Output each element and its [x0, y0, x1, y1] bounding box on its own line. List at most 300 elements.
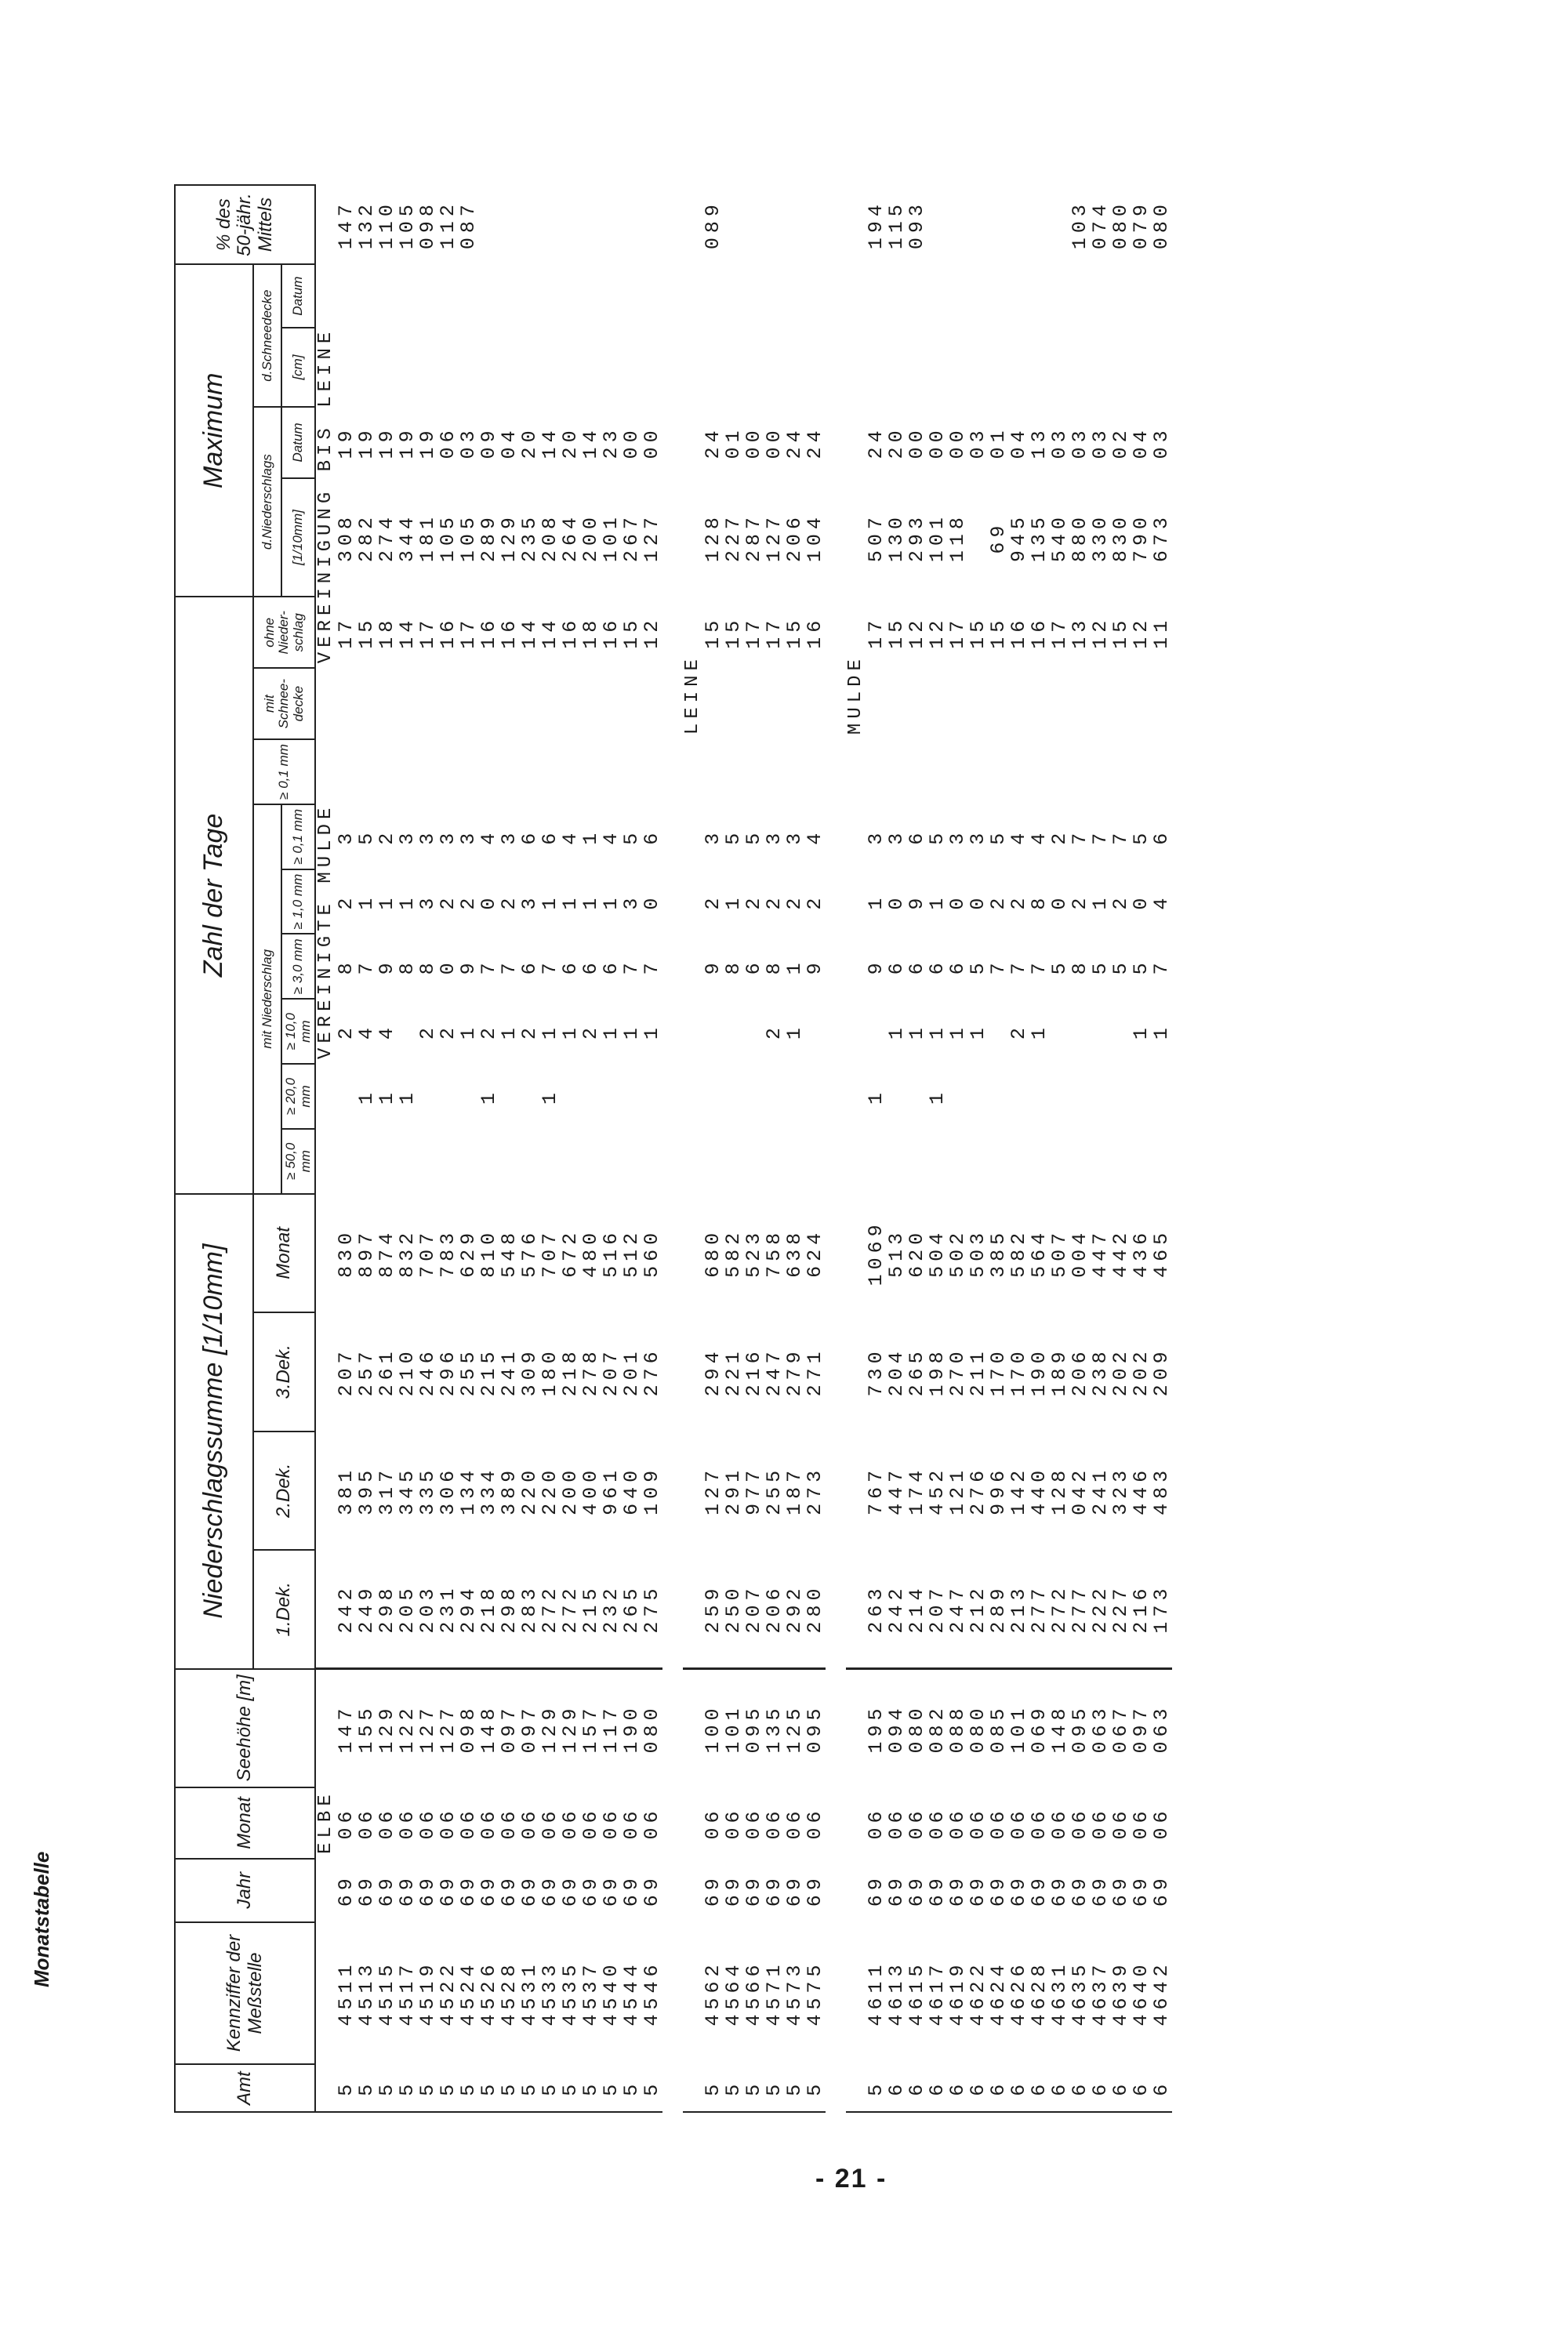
table-cell: 127 [438, 1669, 459, 1787]
table-cell: 088 [948, 1669, 968, 1787]
table-cell: 7 [1007, 958, 1031, 975]
table-cell: 101 [1009, 1669, 1029, 1787]
table-cell: 582 [1007, 1228, 1031, 1278]
table-cell [744, 328, 764, 407]
header-jahr: Jahr [175, 1859, 315, 1922]
table-cell: 504 [926, 1228, 949, 1278]
table-cell [1029, 328, 1050, 407]
table-cell: 16 [600, 615, 623, 649]
table-cell [764, 1064, 785, 1129]
table-cell: 06 [396, 1806, 419, 1840]
table-cell: 174 [906, 1465, 929, 1515]
table-cell: 4 [559, 828, 583, 845]
table-cell [561, 739, 581, 804]
rotated-table-container [174, 184, 1538, 2113]
table-cell: 9 [906, 893, 929, 910]
table-cell: 127 [702, 1465, 725, 1515]
table-cell: 6 [1131, 2064, 1152, 2112]
table-cell: 004 [1069, 1228, 1092, 1278]
table-cell: 436 [1130, 1228, 1153, 1278]
table-cell: 135 [1028, 513, 1051, 563]
table-cell: 205 [396, 1584, 419, 1634]
table-cell [642, 264, 662, 328]
table-cell: 02 [1109, 426, 1133, 459]
table-cell: 507 [1048, 1228, 1072, 1278]
table-cell: 15 [987, 615, 1011, 649]
table-cell: 280 [804, 1584, 827, 1634]
table-cell: 6 [989, 2064, 1009, 2112]
table-cell: 101 [724, 1669, 744, 1787]
table-cell: 6 [539, 828, 562, 845]
table-cell: 04 [1007, 426, 1031, 459]
table-cell: 4639 [1109, 1960, 1133, 2027]
table-cell: 3 [498, 828, 521, 845]
table-cell: 202 [1130, 1347, 1153, 1397]
table-cell: 6 [887, 2064, 907, 2112]
table-cell: 3 [885, 828, 909, 845]
table-cell [1029, 264, 1050, 328]
section-label-cell [683, 2064, 703, 2112]
table-cell [438, 739, 459, 804]
table-cell [601, 264, 622, 328]
table-cell: 082 [927, 1669, 948, 1787]
table-cell [561, 264, 581, 328]
table-cell: 14 [396, 615, 419, 649]
table-cell: 063 [1091, 1669, 1111, 1787]
table-cell: 157 [581, 1669, 601, 1787]
table-cell: 282 [355, 513, 379, 563]
table-cell: 69 [376, 1874, 399, 1907]
table-cell: 4624 [987, 1960, 1011, 2027]
table-cell [1050, 739, 1070, 804]
table-cell [357, 264, 377, 328]
table-cell [989, 1064, 1009, 1129]
table-cell [1091, 1129, 1111, 1194]
table-cell [948, 1064, 968, 1129]
table-cell: 69 [457, 1874, 481, 1907]
table-cell: 317 [376, 1465, 399, 1515]
table-cell: 06 [783, 1806, 807, 1840]
table-cell: 483 [1150, 1465, 1174, 1515]
table-cell [540, 264, 561, 328]
table-cell: 69 [967, 1874, 990, 1907]
table-cell: 212 [967, 1584, 990, 1634]
table-cell [724, 264, 744, 328]
table-cell: 2 [477, 1023, 501, 1040]
table-cell: 1 [579, 828, 603, 845]
section-label-cell [846, 1064, 866, 1129]
table-cell: 6 [1050, 2064, 1070, 2112]
table-cell: 232 [600, 1584, 623, 1634]
table-cell: 125 [785, 1669, 805, 1787]
table-cell [479, 668, 499, 739]
table-cell: 23 [600, 426, 623, 459]
table-cell: 5 [785, 2064, 805, 2112]
table-cell: 080 [642, 1669, 662, 1787]
table-cell [397, 1129, 418, 1194]
section-label-cell [846, 1922, 866, 2065]
table-cell: 209 [1150, 1347, 1174, 1397]
table-cell: 4 [600, 828, 623, 845]
table-cell: 06 [967, 1806, 990, 1840]
table-cell: 135 [764, 1669, 785, 1787]
table-cell: 880 [1069, 513, 1092, 563]
table-cell: 100 [703, 1669, 724, 1787]
table-cell: 12 [926, 615, 949, 649]
table-cell: 06 [987, 1806, 1011, 1840]
table-cell: 4535 [559, 1960, 583, 2027]
table-cell: 1 [783, 958, 807, 975]
table-cell [1070, 668, 1091, 739]
table-cell: 216 [1130, 1584, 1153, 1634]
table-cell: 810 [477, 1228, 501, 1278]
table-row [1152, 185, 1172, 2112]
section-label-cell [846, 869, 866, 934]
table-cell: 582 [722, 1228, 746, 1278]
table-cell [744, 1129, 764, 1194]
table-cell [968, 478, 989, 597]
table-cell [561, 1064, 581, 1129]
table-cell [703, 328, 724, 407]
table-cell: 306 [437, 1465, 460, 1515]
table-cell: 1 [396, 1087, 419, 1105]
table-cell: 5 [1130, 958, 1153, 975]
table-cell: 220 [518, 1465, 542, 1515]
table-cell: 830 [335, 1228, 358, 1278]
table-cell: 540 [1048, 513, 1072, 563]
table-cell: 18 [376, 615, 399, 649]
table-cell [499, 185, 520, 264]
table-cell: 2 [1069, 893, 1092, 910]
table-cell [1009, 185, 1029, 264]
table-cell [989, 668, 1009, 739]
table-cell: 1 [926, 1087, 949, 1105]
table-cell: 3 [763, 828, 786, 845]
table-cell [1070, 264, 1091, 328]
section-label-cell [315, 2064, 336, 2112]
table-cell: 7 [1028, 958, 1051, 975]
table-cell [499, 1064, 520, 1129]
section-label-row [683, 185, 703, 2112]
table-cell: 00 [926, 426, 949, 459]
table-cell [622, 328, 642, 407]
table-cell: 15 [620, 615, 644, 649]
table-cell: 129 [540, 1669, 561, 1787]
table-cell [805, 264, 826, 328]
table-cell: 446 [1130, 1465, 1153, 1515]
table-cell [927, 739, 948, 804]
section-label-cell [846, 328, 866, 407]
table-cell [1029, 1064, 1050, 1129]
table-cell: 5 [377, 2064, 397, 2112]
table-cell [581, 264, 601, 328]
table-cell [418, 668, 438, 739]
table-cell: 6 [1150, 828, 1174, 845]
table-cell [805, 1129, 826, 1194]
table-cell: 03 [1069, 426, 1092, 459]
table-cell: 241 [1089, 1465, 1112, 1515]
section-gap [662, 185, 683, 2112]
table-cell: 06 [416, 1806, 440, 1840]
table-cell [438, 328, 459, 407]
table-cell: 4519 [416, 1960, 440, 2027]
table-cell: 03 [1150, 426, 1174, 459]
section-label-row [846, 185, 866, 2112]
table-cell: 129 [377, 1669, 397, 1787]
table-cell: 03 [1089, 426, 1112, 459]
table-cell: 69 [906, 1874, 929, 1907]
table-cell: 2 [437, 893, 460, 910]
table-cell: 69 [1109, 1874, 1133, 1907]
table-cell: 2 [518, 1023, 542, 1040]
table-cell: 06 [865, 1806, 888, 1840]
table-cell: 1 [600, 893, 623, 910]
table-cell: 4522 [437, 1960, 460, 2027]
table-cell: 12 [1089, 615, 1112, 649]
table-cell: 276 [967, 1465, 990, 1515]
table-cell: 097 [1131, 1669, 1152, 1787]
table-cell: 14 [539, 426, 562, 459]
table-cell [622, 668, 642, 739]
table-cell: 095 [1070, 1669, 1091, 1787]
table-cell [1091, 1064, 1111, 1129]
table-cell [438, 264, 459, 328]
table-cell: 265 [620, 1584, 644, 1634]
table-cell [397, 668, 418, 739]
table-cell: 69 [1007, 1874, 1031, 1907]
table-cell: 13 [1069, 615, 1092, 649]
section-label-cell [683, 1064, 703, 1129]
table-cell: 194 [865, 200, 888, 250]
table-cell: 6 [927, 2064, 948, 2112]
table-cell: 255 [457, 1347, 481, 1397]
header-maximum: Maximum [175, 264, 253, 597]
table-cell [642, 739, 662, 804]
table-cell [499, 328, 520, 407]
table-cell: 128 [1048, 1465, 1072, 1515]
table-cell: 758 [763, 1228, 786, 1278]
table-cell: 4642 [1150, 1960, 1174, 2027]
table-cell [642, 1064, 662, 1129]
table-cell [1009, 264, 1029, 328]
table-row [540, 185, 561, 2112]
table-cell: 085 [989, 1669, 1009, 1787]
section-label-cell [846, 1550, 866, 1668]
table-cell: 69 [355, 1874, 379, 1907]
table-cell: 69 [1069, 1874, 1092, 1907]
table-cell: 2 [498, 893, 521, 910]
table-cell [622, 1064, 642, 1129]
table-cell: 11 [1150, 615, 1174, 649]
table-cell: 1 [946, 1023, 970, 1040]
table-cell: 4575 [804, 1960, 827, 2027]
table-cell [907, 1129, 927, 1194]
table-cell [948, 185, 968, 264]
header-schwelle-3: ≥ 3,0 mm [281, 934, 315, 999]
table-cell: 265 [906, 1347, 929, 1397]
table-cell [581, 328, 601, 407]
table-cell [459, 668, 479, 739]
table-cell: 16 [498, 615, 521, 649]
section-label-cell [846, 185, 866, 264]
table-cell: 5 [459, 2064, 479, 2112]
table-cell [601, 668, 622, 739]
table-cell [1131, 1129, 1152, 1194]
table-cell [724, 185, 744, 264]
table-cell: 4640 [1130, 1960, 1153, 2027]
table-cell [336, 739, 357, 804]
header-zahl-der-tage: Zahl der Tage [175, 597, 253, 1193]
table-cell [764, 739, 785, 804]
table-cell: 3 [702, 828, 725, 845]
section-label-cell [846, 2064, 866, 2112]
table-cell [601, 185, 622, 264]
table-cell: 12 [1130, 615, 1153, 649]
table-cell: 5 [479, 2064, 499, 2112]
table-cell [764, 328, 785, 407]
table-cell: 1 [539, 1023, 562, 1040]
table-cell: 148 [1050, 1669, 1070, 1787]
table-cell [1111, 1064, 1131, 1129]
section-label-cell [683, 804, 703, 869]
table-cell: 247 [763, 1347, 786, 1397]
table-cell: 17 [416, 615, 440, 649]
table-cell: 6 [641, 828, 664, 845]
table-cell [1091, 328, 1111, 407]
table-row [601, 185, 622, 2112]
table-cell: 0 [967, 893, 990, 910]
table-cell: 1069 [865, 1220, 888, 1286]
table-cell: 447 [1089, 1228, 1112, 1278]
table-cell: 3 [396, 828, 419, 845]
table-cell: 2 [437, 1023, 460, 1040]
table-cell: 4544 [620, 1960, 644, 2027]
table-cell: 3 [335, 828, 358, 845]
section-label-cell [315, 1129, 336, 1194]
table-cell: 5 [1089, 958, 1112, 975]
table-cell [744, 264, 764, 328]
table-cell: 200 [559, 1465, 583, 1515]
page-side-title: Monatstabelle [30, 1851, 53, 1987]
table-cell [1029, 185, 1050, 264]
table-cell: 1 [498, 1023, 521, 1040]
table-cell: 0 [885, 893, 909, 910]
table-cell: 06 [376, 1806, 399, 1840]
section-label-cell [846, 1787, 866, 1859]
table-cell: 7 [1069, 828, 1092, 845]
table-row [948, 185, 968, 2112]
table-cell: 16 [1007, 615, 1031, 649]
table-cell: 1 [926, 893, 949, 910]
table-cell: 3 [457, 828, 481, 845]
table-cell: 6 [1029, 2064, 1050, 2112]
table-cell [1111, 739, 1131, 804]
table-cell: 207 [335, 1347, 358, 1397]
table-cell [1152, 264, 1172, 328]
section-gap-cell [662, 185, 683, 2112]
table-row [968, 185, 989, 2112]
table-cell [1050, 1064, 1070, 1129]
table-cell: 730 [865, 1347, 888, 1397]
table-cell: 323 [1109, 1465, 1133, 1515]
table-cell: 101 [600, 513, 623, 563]
table-cell: 079 [1130, 200, 1153, 250]
table-cell: 680 [702, 1228, 725, 1278]
table-cell: 69 [416, 1874, 440, 1907]
table-cell: 395 [355, 1465, 379, 1515]
table-cell: 19 [416, 426, 440, 459]
table-cell: 638 [783, 1228, 807, 1278]
table-cell [622, 1129, 642, 1194]
table-cell: 215 [477, 1347, 501, 1397]
header-dek3: 3.Dek. [253, 1312, 315, 1431]
table-cell [561, 328, 581, 407]
table-cell: 291 [722, 1465, 746, 1515]
table-cell: 06 [1130, 1806, 1153, 1840]
table-cell: 2 [763, 1023, 786, 1040]
table-cell: 00 [946, 426, 970, 459]
table-cell: 202 [1109, 1347, 1133, 1397]
table-row [561, 185, 581, 2112]
table-cell: 5 [620, 828, 644, 845]
table-cell: 996 [987, 1465, 1011, 1515]
table-cell: 181 [416, 513, 440, 563]
table-cell: 261 [376, 1347, 399, 1397]
table-cell: 287 [742, 513, 766, 563]
table-cell: 264 [559, 513, 583, 563]
table-cell: 095 [744, 1669, 764, 1787]
table-cell: 3 [416, 828, 440, 845]
table-cell: 1 [600, 1023, 623, 1040]
table-cell: 4511 [335, 1960, 358, 2027]
table-cell [459, 1129, 479, 1194]
table-cell [438, 1064, 459, 1129]
table-cell: 6 [1091, 2064, 1111, 2112]
table-cell [968, 668, 989, 739]
table-cell: 06 [763, 1806, 786, 1840]
section-label-cell [683, 264, 703, 328]
table-cell: 6 [946, 958, 970, 975]
table-cell [622, 185, 642, 264]
section-label-cell [683, 739, 703, 804]
table-cell: 4 [1028, 828, 1051, 845]
table-cell [948, 264, 968, 328]
table-cell: 2 [579, 1023, 603, 1040]
table-cell [724, 1129, 744, 1194]
table-cell [744, 185, 764, 264]
table-cell: 1 [865, 1087, 888, 1105]
table-cell: 06 [1028, 1806, 1051, 1840]
table-cell [1029, 739, 1050, 804]
table-cell: 620 [906, 1228, 929, 1278]
table-row [1070, 185, 1091, 2112]
header-dek1: 1.Dek. [253, 1550, 315, 1668]
table-cell: 16 [477, 615, 501, 649]
table-cell: 977 [742, 1465, 766, 1515]
table-cell [642, 328, 662, 407]
table-body [315, 185, 1192, 2112]
table-cell: 5 [438, 2064, 459, 2112]
table-cell: 560 [641, 1228, 664, 1278]
table-cell [703, 1129, 724, 1194]
table-cell: 0 [1048, 893, 1072, 910]
table-cell: 17 [457, 615, 481, 649]
table-header [175, 185, 315, 2112]
table-cell: 296 [437, 1347, 460, 1397]
table-cell: 1 [1028, 1023, 1051, 1040]
table-cell [805, 1064, 826, 1129]
table-cell: 218 [559, 1347, 583, 1397]
